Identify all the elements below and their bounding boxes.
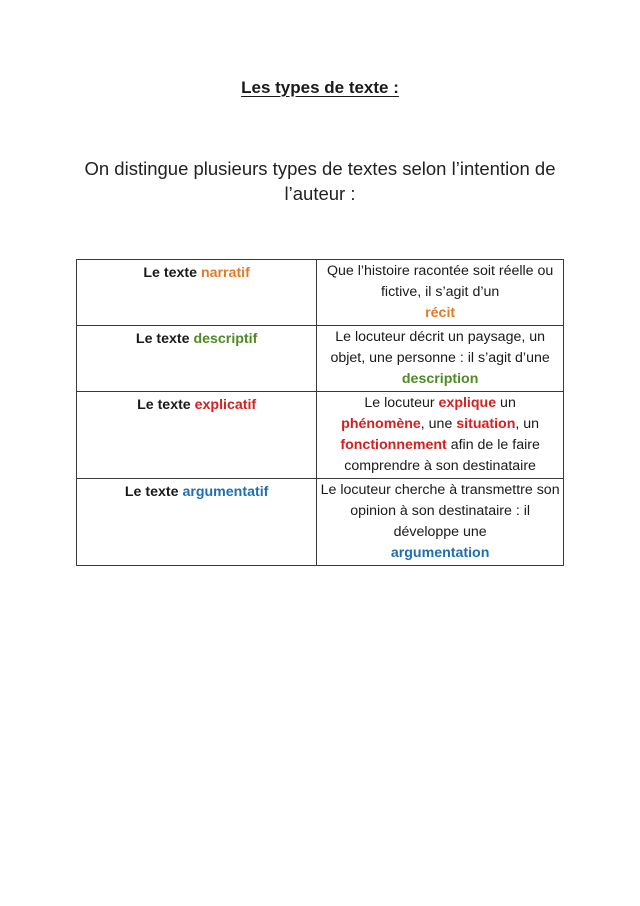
desc-cell-narratif	[317, 260, 564, 326]
intro-paragraph: On distingue plusieurs types de textes selon l’intention de l’auteur :	[84, 158, 556, 204]
table-row-descriptif	[77, 326, 564, 392]
desc-text: Le locuteur	[364, 395, 439, 411]
keyword-fonctionnement: fonctionnement	[340, 437, 447, 453]
keyword-explicatif: explicatif	[194, 397, 257, 413]
desc-text: afin de le faire comprendre à son destinataire	[344, 437, 540, 474]
table-row-narratif	[77, 260, 564, 326]
text-types-table	[76, 259, 564, 566]
label-cell-narratif	[77, 260, 317, 326]
desc-cell-explicatif	[317, 392, 564, 479]
keyword-narratif: narratif	[200, 265, 250, 281]
table-row-argumentatif	[77, 479, 564, 566]
label-cell-argumentatif	[77, 479, 317, 566]
keyword-argumentation: argumentation	[390, 545, 490, 561]
table-row-explicatif	[77, 392, 564, 479]
desc-cell-descriptif	[317, 326, 564, 392]
desc-text: Le locuteur cherche à transmettre son opinion à son destinataire : il développe une	[320, 482, 560, 540]
page-title: Les types de texte :	[241, 78, 399, 97]
keyword-description: description	[401, 371, 479, 387]
label-prefix: Le texte	[124, 484, 183, 500]
label-cell-descriptif	[77, 326, 317, 392]
label-cell-explicatif	[77, 392, 317, 479]
desc-text: , un	[515, 416, 540, 432]
desc-text: Que l’histoire racontée soit réelle ou fictive, il s’agit d’un	[326, 263, 554, 300]
keyword-descriptif: descriptif	[193, 331, 258, 347]
desc-text: Le locuteur décrit un paysage, un objet, une personne : il s’agit d’une	[330, 329, 550, 366]
keyword-argumentatif: argumentatif	[182, 484, 269, 500]
desc-text: un	[496, 395, 516, 411]
desc-cell-argumentatif	[317, 479, 564, 566]
desc-text: , une	[420, 416, 457, 432]
keyword-situation: situation	[456, 416, 516, 432]
keyword-phenomene: phénomène	[341, 416, 421, 432]
keyword-explique: explique	[438, 395, 497, 411]
label-prefix: Le texte	[143, 265, 201, 281]
keyword-recit: récit	[425, 305, 456, 321]
label-prefix: Le texte	[135, 331, 194, 347]
label-prefix: Le texte	[137, 397, 195, 413]
